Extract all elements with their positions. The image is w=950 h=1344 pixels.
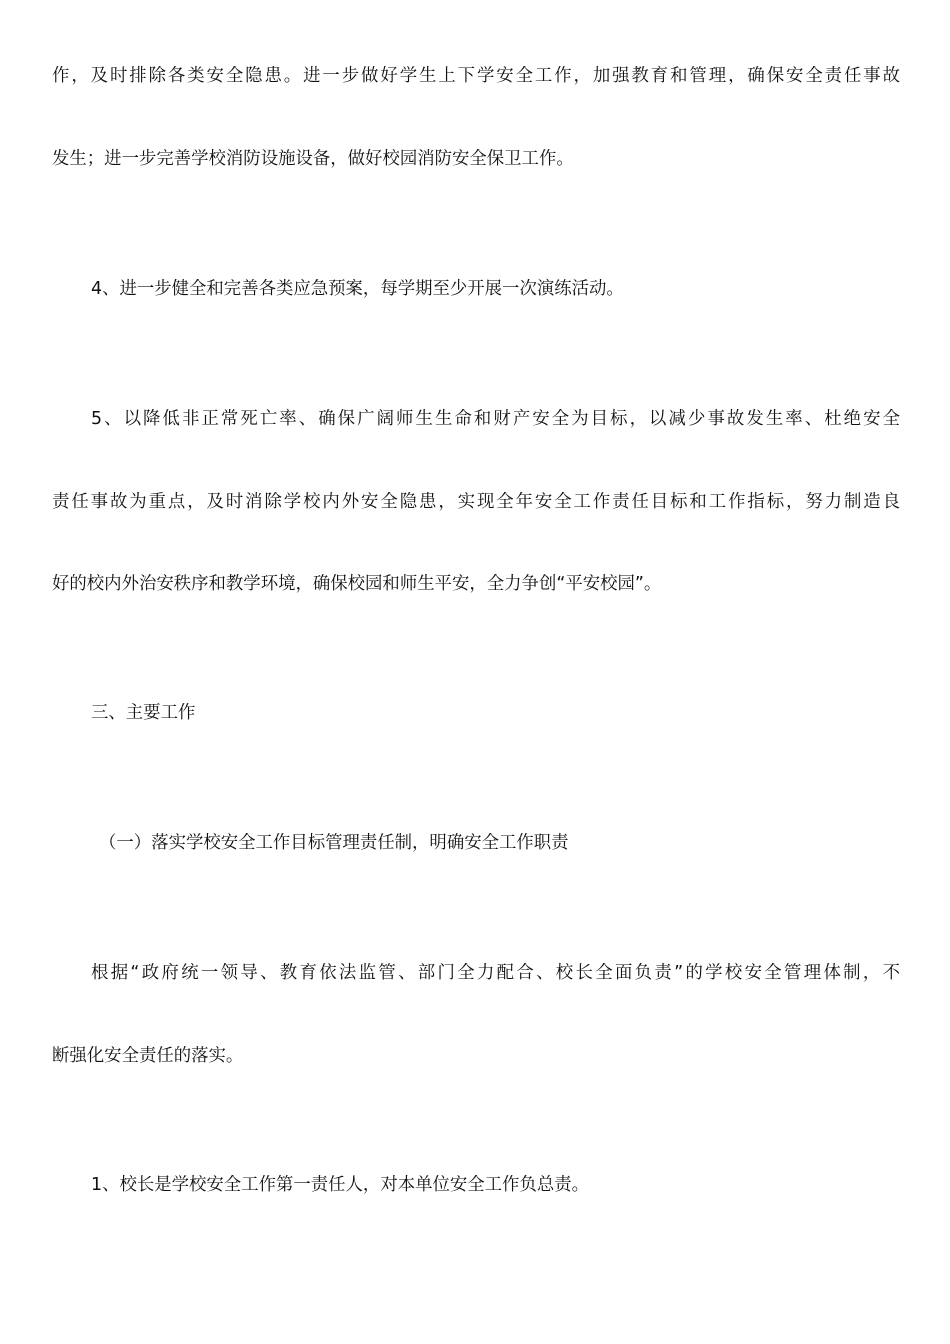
item-4-text: 4、进一步健全和完善各类应急预案，每学期至少开展一次演练活动。 [91,279,624,299]
paragraph-line-continuation-end: 发生；进一步完善学校消防设施设备，做好校园消防安全保卫工作。 [52,149,574,169]
item-1-text: 1、校长是学校安全工作第一责任人，对本单位安全工作负总责。 [91,1175,590,1195]
section-heading-main-work: 三、主要工作 [91,703,196,723]
item-5-line-1: 5、以降低非正常死亡率、确保广阔师生生命和财产安全为目标，以减少事故发生率、杜绝安全 [91,409,900,429]
item-5-line-2: 责任事故为重点，及时消除学校内外安全隐患，实现全年安全工作责任目标和工作指标，努力制造良 [52,492,900,512]
paragraph-line-2: 断强化安全责任的落实。 [52,1046,244,1066]
paragraph-line-continuation: 作，及时排除各类安全隐患。进一步做好学生上下学安全工作，加强教育和管理，确保安全责任事故 [52,66,900,86]
paragraph-line-1: 根据“政府统一领导、教育依法监管、部门全力配合、校长全面负责”的学校安全管理体制，不 [91,963,900,983]
subsection-heading-1: （一）落实学校安全工作目标管理责任制，明确安全工作职责 [99,833,569,853]
item-5-line-3: 好的校内外治安秩序和教学环境，确保校园和师生平安，全力争创“平安校园”。 [52,574,662,594]
